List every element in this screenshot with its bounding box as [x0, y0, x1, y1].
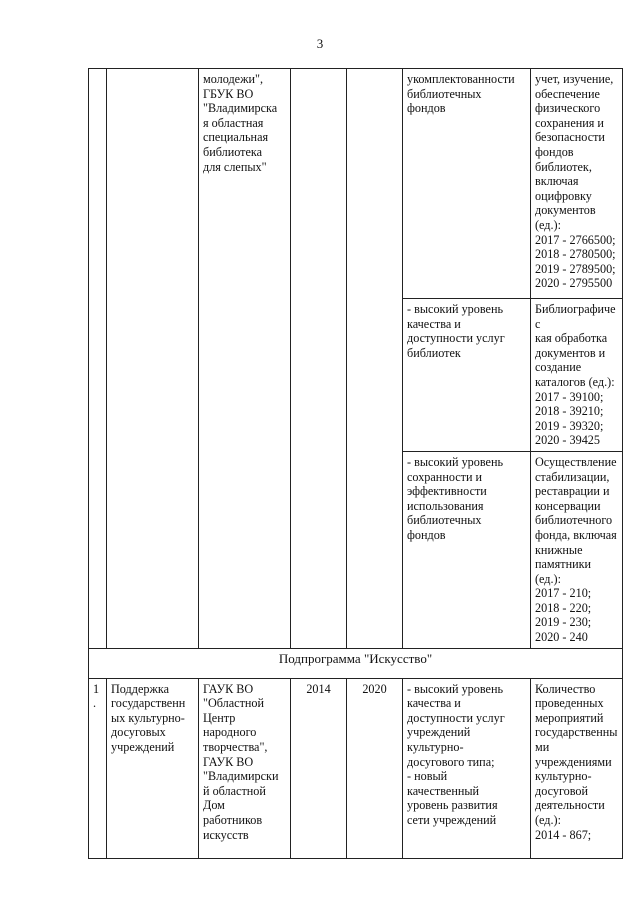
indicator-cell: Библиографичес кая обработка документов и создание каталогов (ед.): 2017 - 39100; 2018 - 39210; 2019 - 39320; 2020 - 39425	[531, 299, 623, 452]
section-title: Подпрограмма "Искусство"	[89, 648, 623, 678]
executor-cell: ГАУК ВО "Областной Центр народного творчества", ГАУК ВО "Владимирски й областной Дом работников искусств	[199, 678, 291, 858]
table-row	[89, 678, 623, 858]
program-table	[88, 68, 623, 859]
num-cell	[89, 69, 107, 649]
section-row	[89, 648, 623, 678]
end-year-cell: 2020	[347, 678, 403, 858]
activity-cell: Поддержка государственн ых культурно- досуговых учреждений	[107, 678, 199, 858]
result-cell: укомплектованности библиотечных фондов	[403, 69, 531, 299]
result-cell: - высокий уровень качества и доступности услуг учреждений культурно- досугового типа; - новый качественный уровень развития сети учреждений	[403, 678, 531, 858]
num-cell: 1.	[89, 678, 107, 858]
start-year-cell: 2014	[291, 678, 347, 858]
indicator-cell: Осуществление стабилизации, реставрации и консервации библиотечного фонда, включая книжные памятники (ед.): 2017 - 210; 2018 - 220; 2019 - 230; 2020 - 240	[531, 451, 623, 648]
activity-cell	[107, 69, 199, 649]
page-number: 3	[316, 36, 324, 51]
start-year-cell	[291, 69, 347, 649]
table-row	[89, 69, 623, 299]
result-cell: - высокий уровень сохранности и эффективности использования библиотечных фондов	[403, 451, 531, 648]
indicator-cell: учет, изучение, обеспечение физического сохранения и безопасности фондов библиотек, включая оцифровку документов (ед.): 2017 - 2766500; 2018 - 2780500; 2019 - 2789500; 2020 - 2795500	[531, 69, 623, 299]
end-year-cell	[347, 69, 403, 649]
result-cell: - высокий уровень качества и доступности услуг библиотек	[403, 299, 531, 452]
indicator-cell: Количество проведенных мероприятий государственны ми учреждениями культурно- досуговой деятельности (ед.): 2014 - 867;	[531, 678, 623, 858]
executor-cell: молодежи", ГБУК ВО "Владимирска я областная специальная библиотека для слепых"	[199, 69, 291, 649]
